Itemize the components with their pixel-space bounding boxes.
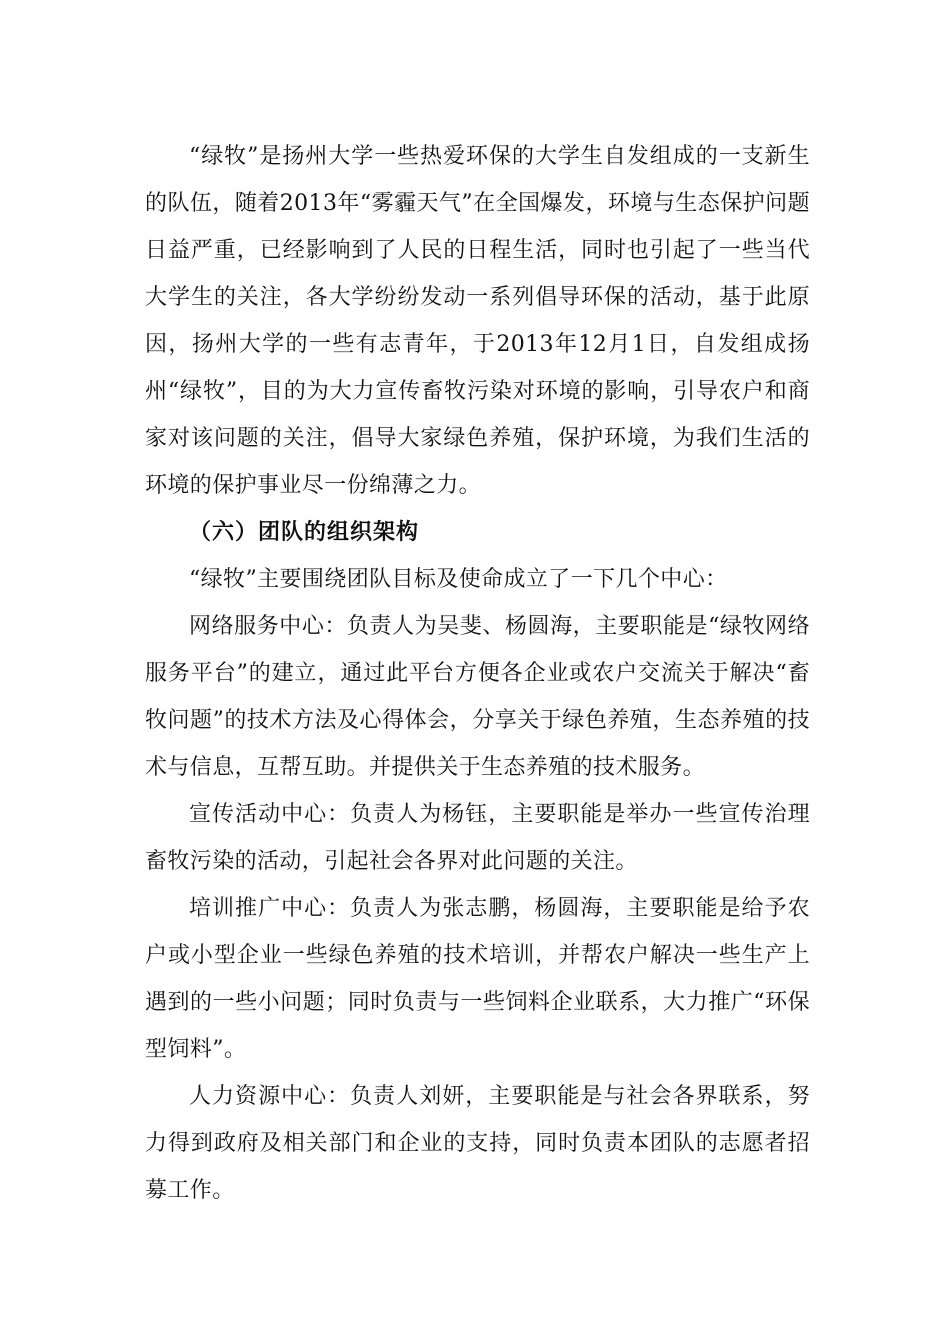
document-page [145, 133, 810, 1214]
publicity-center-paragraph: 宣传活动中心：负责人为杨钰，主要职能是举办一些宣传治理畜牧污染的活动，引起社会各界对此问题的关注。 [145, 802, 810, 874]
centers-intro-paragraph: “绿牧”主要围绕团队目标及使命成立了一下几个中心： [189, 567, 728, 592]
hr-center-paragraph: 人力资源中心：负责人刘妍，主要职能是与社会各界联系，努力得到政府及相关部门和企业的支持，同时负责本团队的志愿者招募工作。 [145, 1084, 810, 1203]
network-center-paragraph: 网络服务中心：负责人为吴斐、杨圆海，主要职能是“绿牧网络服务平台”的建立，通过此平台方便各企业或农户交流关于解决“畜牧问题”的技术方法及心得体会，分享关于绿色养殖，生态养殖的技术与信息，互帮互助。并提供关于生态养殖的技术服务。 [145, 614, 810, 780]
intro-paragraph: “绿牧”是扬州大学一些热爱环保的大学生自发组成的一支新生的队伍，随着2013年“雾霾天气”在全国爆发，环境与生态保护问题日益严重，已经影响到了人民的日程生活，同时也引起了一些当代大学生的关注，各大学纷纷发动一系列倡导环保的活动，基于此原因，扬州大学的一些有志青年，于2013年12月1日，自发组成扬州“绿牧”，目的为大力宣传畜牧污染对环境的影响，引导农户和商家对该问题的关注，倡导大家绿色养殖，保护环境，为我们生活的环境的保护事业尽一份绵薄之力。 [145, 144, 810, 498]
section-heading: （六）团队的组织架构 [189, 520, 420, 545]
training-center-paragraph: 培训推广中心：负责人为张志鹏，杨圆海，主要职能是给予农户或小型企业一些绿色养殖的技术培训，并帮农户解决一些生产上遇到的一些小问题；同时负责与一些饲料企业联系，大力推广“环保型饲料”。 [145, 896, 810, 1062]
